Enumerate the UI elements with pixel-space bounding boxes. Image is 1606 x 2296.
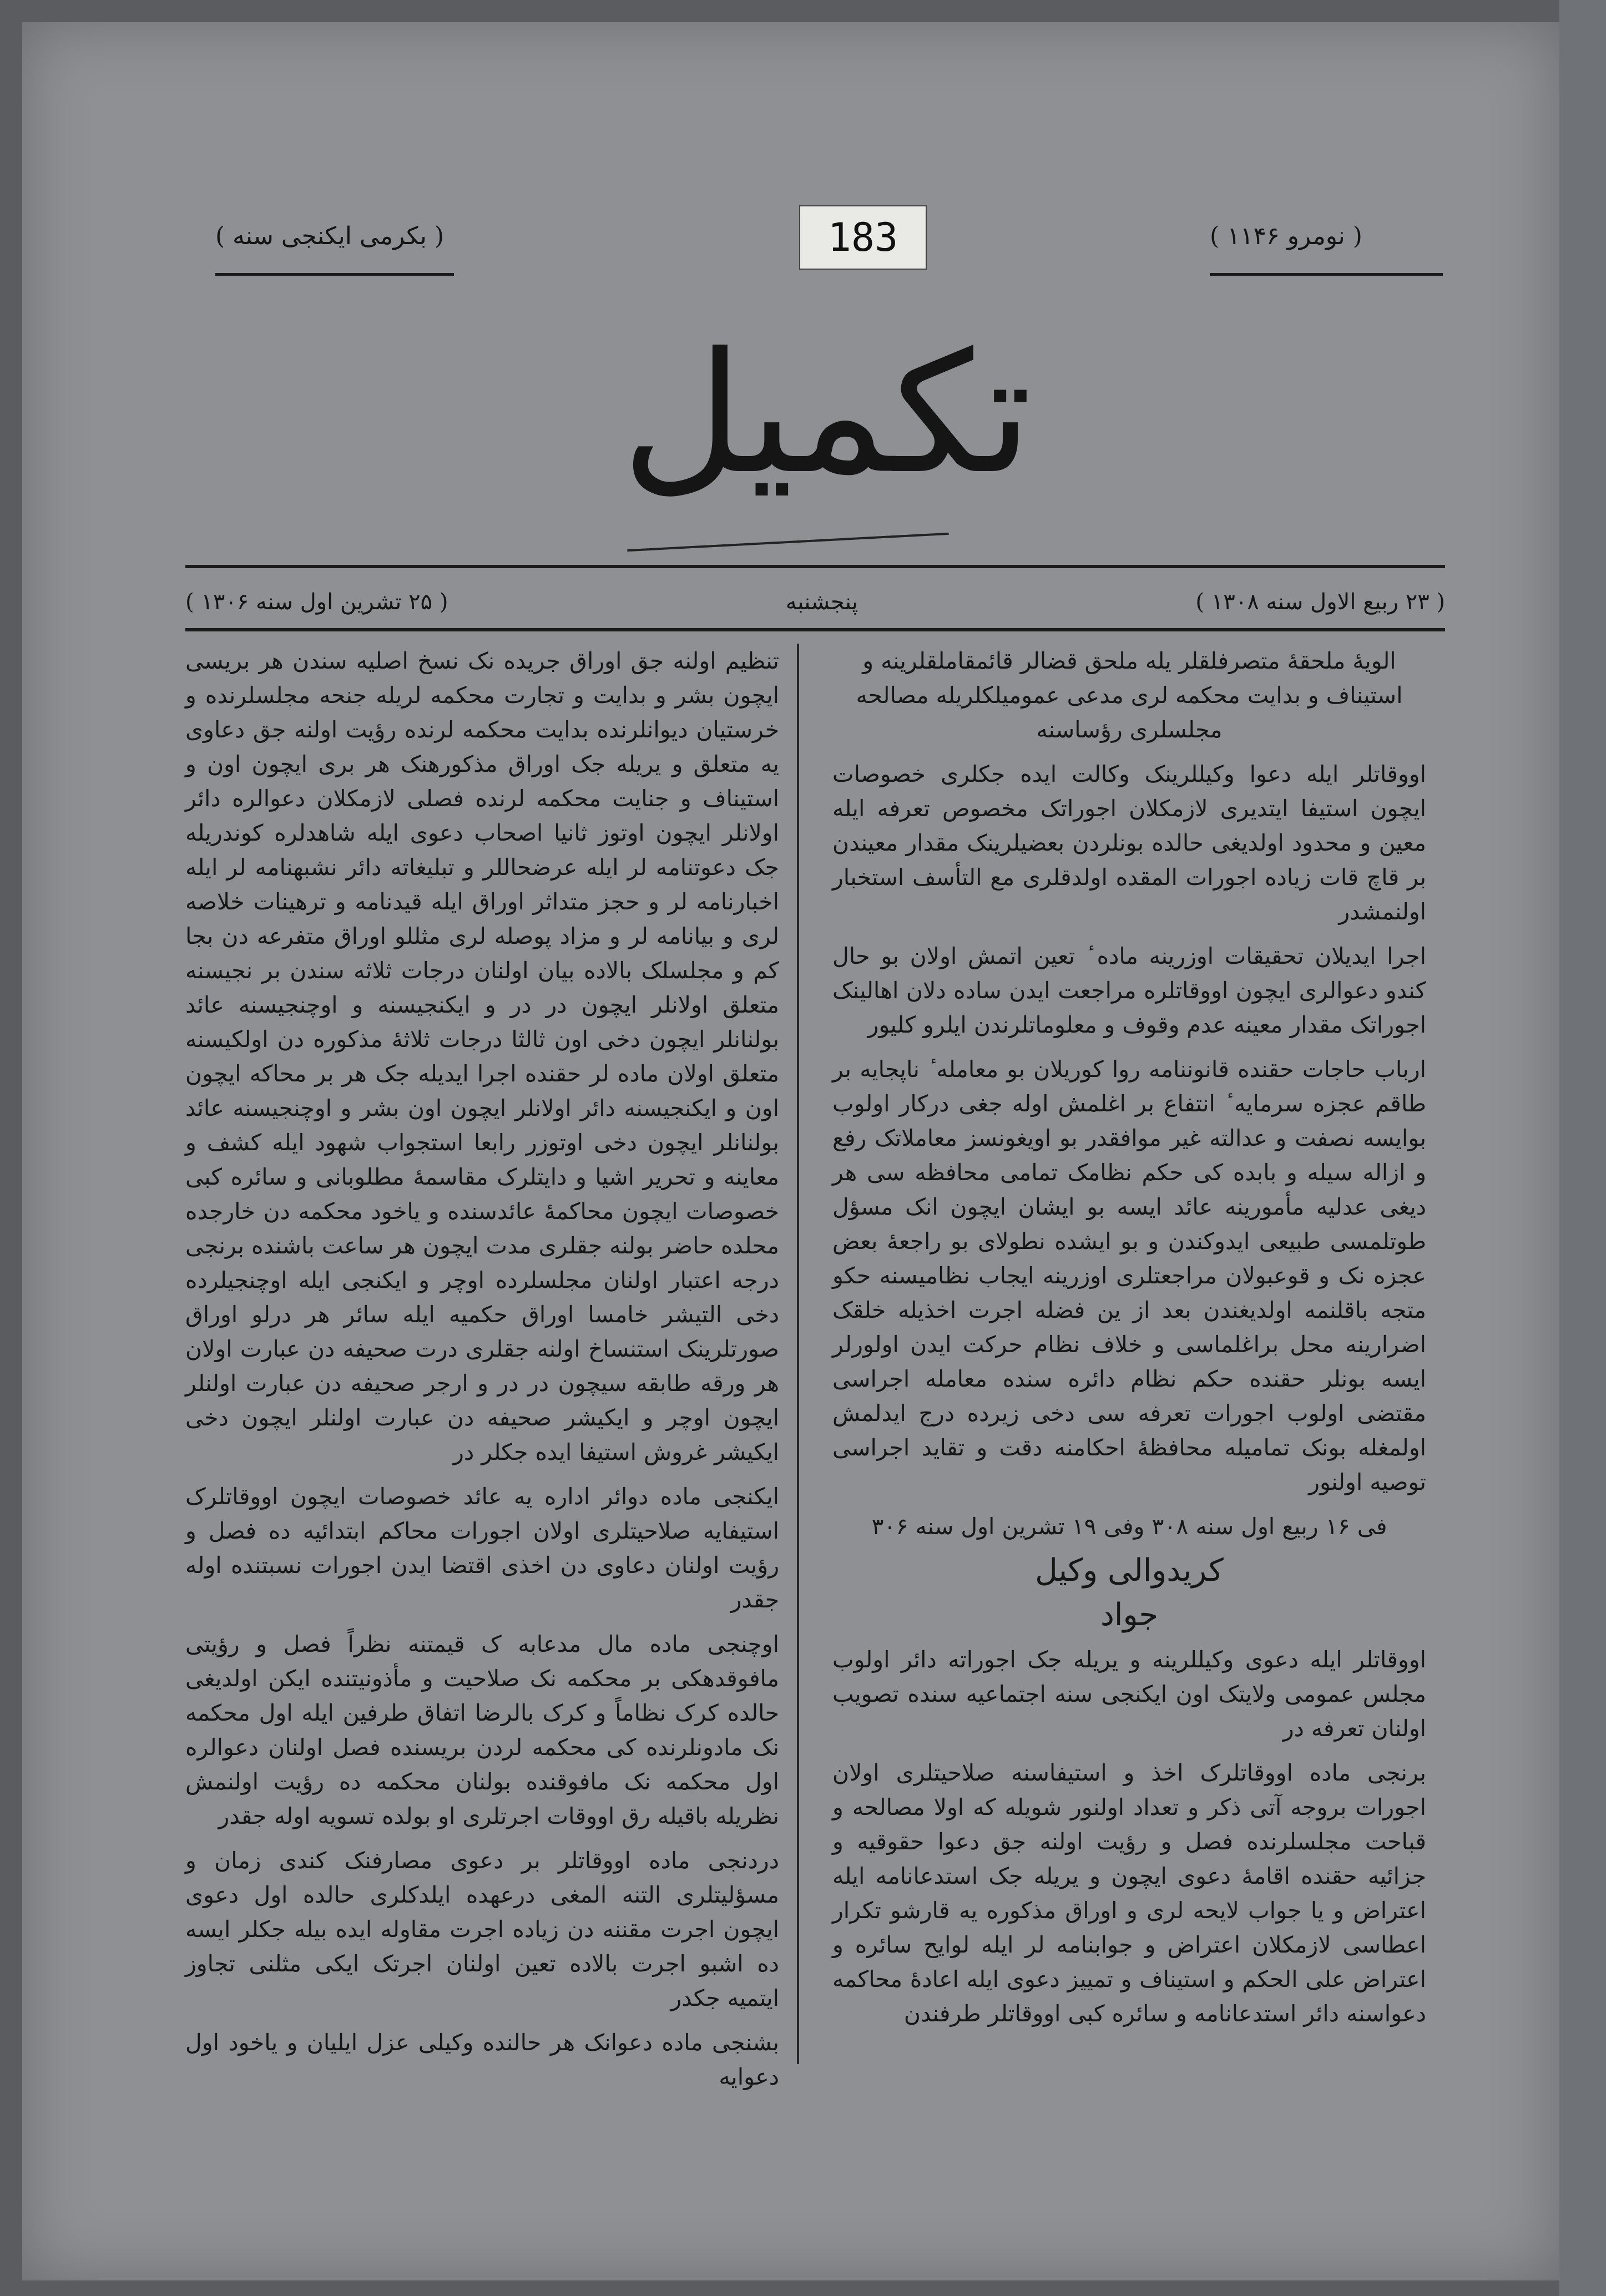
regulation-intro: اووقاتلر ایله دعوی وکیللرینه و یریله جک اجوراته دائر اولوب مجلس عمومی ولایتک اون ایکنجی سنه اجتماعیه سنده تصویب اولنان تعرفه در [832,1646,1426,1742]
rule-right [1210,273,1443,276]
paragraph: ارباب حاجات حقنده قانوننامه روا کوریلان بو معامله ٔ ناپجایه بر طاقم عجزه سرمایه ٔ انتفاع بر اغلمش اوله جغی درکار اولوب بوایسه نصفت و عدالته غیر موافقدر بو اویغونسز معاملاتک رفع و ازاله سیله و بابده کی حکم نظامک تمامی محافظه سی هر دیغی عدلیه مأمورینه عائد ایسه بو ایشان ایچون انک مسؤل طوتلمسی طبیعی ایدوکندن و بو ایشده نطولای بو راجعهٔ بعض عجزه نک و قوعبولان مراجعتلری اوزرینه ایجاب نظامیسنه حکو متجه باقلنمه اولدیغندن بعد از ین فضله اجرت اخذیله خلقک اضرارینه محل براغلماسی و خلاف نظام حرکت ایدن اولورلر ایسه بونلر حقنده حکم نظام دائره سنده معامله اجراسی مقتضی اولوب اجورات تعرفه سی دخی زیرده درج ایدلمش اولمغله بونک تمامیله محافظهٔ احکامنه دقت و تقاید اجراسی توصیه اولنور [832,1056,1426,1495]
article-2: ایکنجی ماده دوائر اداره یه عائد خصوصات ایچون اووقاتلرک استیفایه صلاحیتلری اولان اجورات محاکم ابتدائیه ده فصل و رؤیت اولنان دعاوی دن اخذی اقتضا ایدن اجورات نسبتنده اوله جقدر [185,1483,779,1613]
paragraph: تنظیم اولنه جق اوراق جریده نک نسخ اصلیه سندن هر بریسی ایچون بشر و بدایت و تجارت محکمه لریله جنحه مجلسلرنده و خرستیان دیوانلرنده بدایت محکمه لرنده رؤیت اولنه جق دعاوی یه متعلق و یریله جک اوراق مذکورهنک هر بری ایچون اون و استیناف و جنایت محکمه لرنده فصلی لازمکلان دعوالره دائر اولانلر ایچون اوتوز ثانیا اصحاب دعوی ایله شاهدلره کوندریله جک دعوتنامه لر ایله عرضحاللر و تبلیغاته دائر نشبهنامه لر ایله اخبارنامه لر و حجز متداثر اوراق ایله قیدنامه و ترهینات خلاصه لری و بیانامه لر و مزاد پوصله لری مثللو اوراق متفرعه دن بجا کم و مجلسلک بالاده بیان اولنان درجات ثلاثه سندن بر نجیسنه متعلق اولانلر ایچون در در و ایکنجیسنه و اوچنجیسنه عائد بولنانلر ایچون دخی اون ثالثا درجات ثلاثهٔ مذکوره دن اولکیسنه متعلق اولان ماده لر حقنده اجرا ایدیله جک هر بر محاکه ایچون اون و ایکنجیسنه دائر اولانلر ایچون اون بشر و اوچنجیسنه عائد بولنانلر ایچون دخی اوتوزر رابعا استجواب شهود ایله کشف و معاینه و تحریر اشیا و دایتلرک مقاسمهٔ مطلوبانی و سائره کبی خصوصات ایچون محاکمهٔ عائدسنده و یاخود محکمه دن خارجده محلده حاضر بولنه جقلری مدت ایچون هر ساعت باشنده برنجی درجه اعتبار اولنان مجلسلرده اوچر و ایکنجی ایله اوچنجیلرده دخی التیشر خامسا اوراق حکمیه ایله سائر هر درلو اوراق صورتلرینک استنساخ اولنه جقلری درت صحیفه دن عبارت اولان هر ورقه طابقه سیچون در در و ارجر صحیفه دن عبارت اولنلر ایچون اوچر و ایکیشر صحیفه دن عبارت اولنلر ایچون دخی ایکیشر غروش استیفا ایده جکلر در [185,648,779,1465]
left-column [185,644,779,2090]
signature-title: کریدوالی وکیل [1035,1552,1224,1589]
rule-left [215,273,454,276]
masthead-rule-top [185,565,1445,568]
issue-label: ( نومرو ۱۱۴۶ ) [1210,222,1362,250]
article-1: برنجی ماده اووقاتلرک اخذ و استیفاسنه صلاحیتلری اولان اجورات بروجه آتی ذکر و تعداد اولنور شویله که اولا مصالحه و قباحت مجلسلرنده فصل و رؤیت اولنه جق دعوا حقوقیه و جزائیه حقنده اقامهٔ دعوی ایچون و یریله جک استدعانامه ایله اعتراض و یا جواب لایحه لری و اوراق مذکوره یه قارشو تکرار اعطاسی لازمکلان اعتراض و جوابنامه لر ایله لوایح سائره و اعتراض علی الحکم و استیناف و تمییز دعوی ایله اعادهٔ محاکمه دعواسنه دائر استدعانامه و سائره کبی اووقاتلر طرفندن [832,1759,1427,2027]
article-5: بشنجی ماده دعوانک هر حالنده وکیلی عزل ایلیان و یاخود اول دعوایه [185,2029,779,2090]
circular-heading: الویهٔ ملحقهٔ متصرفلقلر یله ملحق قضالر قائمقاملقلرینه و استیناف و بدایت محکمه لری مدعی عمومیلکلریله مصالحه مجلسلری رؤساسنه [856,648,1403,743]
date-bar [185,577,1445,627]
article-4: دردنجی ماده اووقاتلر بر دعوی مصارفنک کندی زمان و مسؤلیتلری التنه المغی درعهده ایلدکلری حالده اول دعوی ایچون اجرت مقننه دن زیاده اجرت مقاوله ایده بیله جکلر ایسه ده اشبو اجرت بالاده تعین اولنان اجرتک ایکی مثلنی تجاوز ایتمیه جکدر [185,1847,779,2011]
paragraph: اووقاتلر ایله دعوا وکیللرینک وکالت ایده جکلری خصوصات ایچون استیفا ایتدیری لازمکلان اجوراتک مخصوص تعرفه ایله معین و محدود اولدیغی حالده بونلردن بعضیلرینک مقدار معیندن بر قاچ قات زیاده اجورات المقده اولدقلری مع التأسف استخبار اولنمشدر [832,761,1426,925]
date-rumi: ( ۲۵ تشرین اول سنه ۱۳۰۶ ) [185,589,448,615]
article-3: اوچنجی ماده مال مدعابه ک قیمتنه نظراً فصل و رؤیتی مافوقدهکی بر محکمه نک صلاحیت و مأذونیتنده ایکن اولدیغی حالده کرک نظاماً و کرک بالرضا اتفاق طرفین ایله اول محکمه نک مادونلرنده کی محکمه لردن بریسنده فصل اولنان دعوالره اول محکمه نک مافوقنده بولنان محکمه ده رؤیت اولنمش نظریله باقیله رق اووقات اجرتلری او بولده تسویه اوله جقدر [185,1631,779,1829]
masthead-title: تکمیل [621,316,1033,510]
weekday: پنجشنبه [785,589,858,615]
masthead-rule-bottom [185,628,1445,631]
page-number-label: 183 [799,205,927,270]
adjacent-page-edge [1559,0,1606,2296]
date-line: فی ۱۶ ربیع اول سنه ۳۰۸ وفی ۱۹ تشرین اول سنه ۳۰۶ [871,1513,1387,1540]
year-label: ( بکرمی ایکنجی سنه ) [215,222,445,250]
paragraph: اجرا ایدیلان تحقیقات اوزرینه ماده ٔ تعین اتمش اولان بو حال کندو دعوالری ایچون اووقاتلره مراجعت ایدن ساده دلان اهالینک اجوراتک مقدار معینه عدم وقوف و معلوماتلرندن ایلرو کلیور [832,943,1426,1038]
signature-name: جواد [1100,1597,1159,1633]
right-column [832,644,1426,2064]
date-hijri: ( ۲۳ ربیع الاول سنه ۱۳۰۸ ) [1195,589,1445,615]
column-divider [797,644,799,2064]
